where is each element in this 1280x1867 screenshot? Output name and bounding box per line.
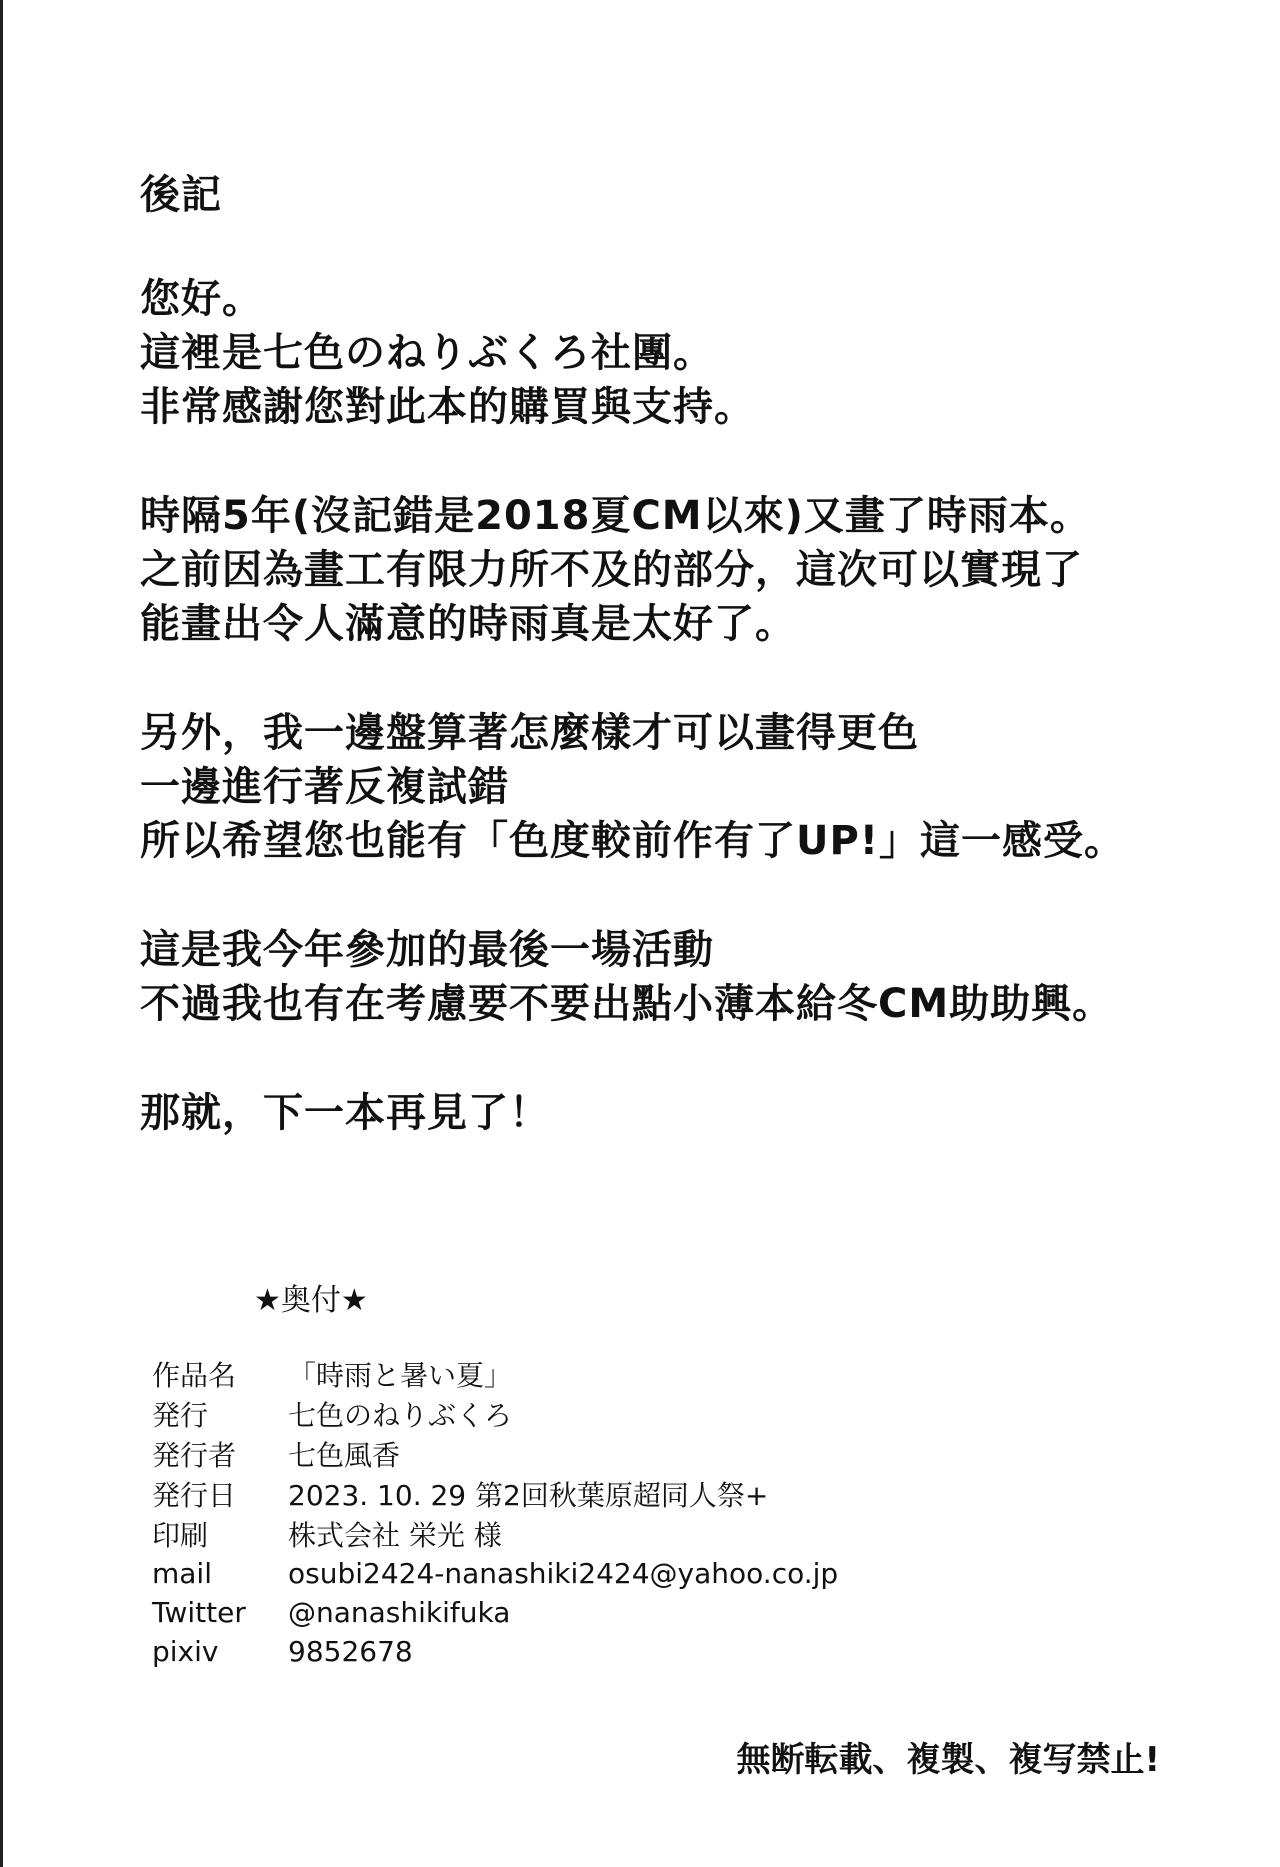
colophon-key: 発行 (152, 1399, 209, 1432)
page-edge-shadow (0, 0, 3, 1867)
afterword-line: 所以希望您也能有「色度較前作有了UP!」這一感受。 (140, 818, 1126, 864)
colophon-key: 印刷 (152, 1519, 209, 1552)
afterword-line: 能畫出令人滿意的時雨真是太好了。 (140, 601, 796, 647)
colophon-value: 「時雨と暑い夏」 (288, 1359, 513, 1392)
afterword-line: 之前因為畫工有限力所不及的部分，這次可以實現了 (140, 547, 1083, 593)
afterword-line: 時隔5年(沒記錯是2018夏CM以來)又畫了時雨本。 (140, 493, 1091, 539)
afterword-paragraph-farewell (140, 1086, 1240, 1140)
colophon-row-date (152, 1474, 838, 1514)
afterword-paragraph-trial (140, 706, 1240, 868)
colophon-row-mail (152, 1554, 838, 1593)
colophon-value: 七色風香 (288, 1439, 401, 1472)
colophon-value: 2023. 10. 29 第2回秋葉原超同人祭+ (288, 1479, 769, 1512)
afterword-paragraph-shigure (140, 489, 1240, 651)
colophon-key: mail (152, 1557, 212, 1590)
copyright-notice: 無断転載、複製、複写禁止! (736, 1740, 1160, 1780)
colophon-row-printer (152, 1514, 838, 1554)
colophon-key: Twitter (152, 1596, 246, 1629)
colophon-value: osubi2424-nanashiki2424@yahoo.co.jp (288, 1557, 839, 1590)
colophon-value: @nanashikifuka (288, 1596, 511, 1629)
afterword-line: 非常感謝您對此本的購買與支持。 (140, 384, 755, 430)
colophon-key: 発行者 (152, 1439, 237, 1472)
afterword-line: 另外，我一邊盤算著怎麼樣才可以畫得更色 (140, 710, 919, 756)
afterword-line: 一邊進行著反複試錯 (140, 764, 509, 810)
colophon-value: 株式会社 栄光 様 (288, 1519, 502, 1552)
colophon-row-title (152, 1354, 838, 1394)
colophon-key: 発行日 (152, 1479, 237, 1512)
colophon-row-author (152, 1434, 838, 1474)
afterword-heading: 後記 (140, 172, 222, 218)
afterword-line: 這裡是七色のねりぶくろ社團。 (140, 330, 714, 376)
colophon-title: ★奥付★ (254, 1283, 368, 1318)
afterword-line: 那就，下一本再見了！ (140, 1090, 550, 1136)
colophon-value: 9852678 (288, 1635, 413, 1668)
afterword-line: 這是我今年參加的最後一場活動 (140, 927, 714, 973)
colophon-key: pixiv (152, 1635, 219, 1668)
colophon-key: 作品名 (152, 1359, 237, 1392)
colophon-row-publisher (152, 1394, 838, 1434)
colophon-row-twitter (152, 1593, 838, 1632)
colophon-value: 七色のねりぶくろ (288, 1399, 513, 1432)
afterword-paragraph-event (140, 923, 1240, 1031)
colophon-table (152, 1354, 838, 1671)
afterword-line: 不過我也有在考慮要不要出點小薄本給冬CM助助興。 (140, 981, 1114, 1027)
afterword-paragraph-greeting (140, 272, 1240, 434)
afterword-section (140, 168, 1240, 1195)
colophon-row-pixiv (152, 1632, 838, 1671)
afterword-line: 您好。 (140, 276, 263, 322)
